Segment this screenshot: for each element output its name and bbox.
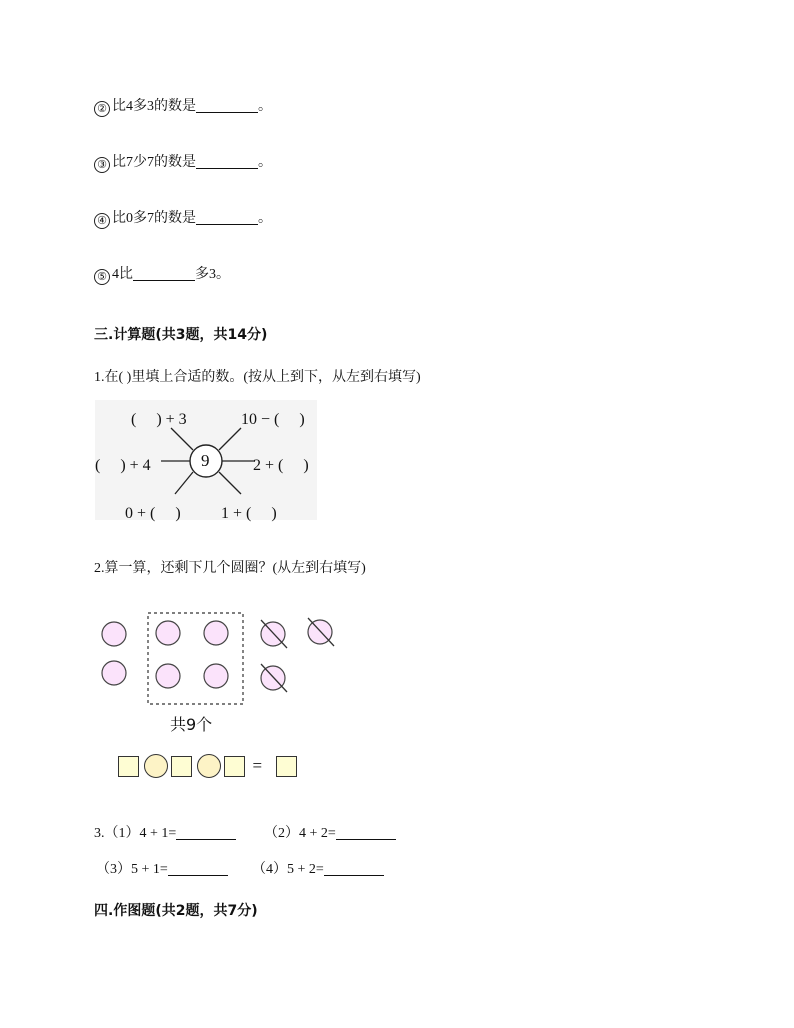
item-text: 比7少7的数是 (112, 155, 196, 170)
item-end: 。 (258, 99, 272, 114)
answer-blank[interactable] (196, 154, 258, 169)
answer-blank[interactable] (168, 861, 228, 876)
answer-blank[interactable] (196, 210, 258, 225)
item-number: ③ (94, 157, 110, 173)
item-text: 4比 (112, 267, 133, 282)
item-end: 。 (258, 155, 272, 170)
fill-item-5 (94, 263, 230, 285)
equals-sign: = (252, 756, 263, 775)
q3-item-4 (252, 858, 384, 878)
answer-square[interactable] (276, 756, 297, 777)
operator-circle[interactable] (144, 754, 168, 778)
sun-center-number: 9 (201, 451, 210, 470)
answer-blank[interactable] (336, 825, 396, 840)
q3-item-number: （4） (252, 862, 287, 877)
q3-item-2 (264, 822, 396, 842)
q3-expression: 5 + 2= (287, 862, 324, 877)
answer-blank[interactable] (196, 98, 258, 113)
item-number: ④ (94, 213, 110, 229)
q2-prompt: 2.算一算，还剩下几个圆圈？(从左到右填写) (94, 561, 366, 576)
answer-square[interactable] (118, 756, 139, 777)
sun-bottom-right: 1 + ( ) (221, 505, 277, 522)
fill-item-4 (94, 207, 272, 229)
answer-blank[interactable] (324, 861, 384, 876)
q3-expression: 5 + 1= (131, 862, 168, 877)
sun-left: ( ) + 4 (95, 457, 151, 474)
sun-diagram (95, 400, 317, 520)
answer-square[interactable] (224, 756, 245, 777)
q3-item-number: （2） (264, 826, 299, 841)
q1-prompt: 1.在( )里填上合适的数。(按从上到下，从左到右填写) (94, 370, 421, 385)
item-number: ② (94, 101, 110, 117)
q3-label: 3. (94, 826, 105, 841)
q3-item-3 (96, 858, 228, 878)
circles-figure (95, 608, 345, 708)
circles-caption: 共9个 (170, 715, 213, 734)
fill-item-3 (94, 151, 272, 173)
q3-item-number: （1） (104, 826, 140, 841)
item-text: 比0多7的数是 (112, 211, 196, 226)
item-text: 比4多3的数是 (112, 99, 196, 114)
sun-top-right: 10 − ( ) (241, 411, 305, 428)
answer-blank[interactable] (176, 825, 236, 840)
q3-row-1 (94, 822, 236, 842)
item-number: ⑤ (94, 269, 110, 285)
q3-expression: 4 + 2= (299, 826, 336, 841)
sun-bottom-left: 0 + ( ) (125, 505, 181, 522)
fill-item-2 (94, 95, 272, 117)
item-end: 多3。 (195, 267, 230, 282)
q3-item-number: （3） (96, 862, 131, 877)
answer-square[interactable] (171, 756, 192, 777)
sun-right: 2 + ( ) (253, 457, 309, 474)
item-end: 。 (258, 211, 272, 226)
operator-circle[interactable] (197, 754, 221, 778)
answer-blank[interactable] (133, 266, 195, 281)
equation-row (118, 754, 297, 780)
sun-top-left: ( ) + 3 (131, 411, 187, 428)
section-3-title: 三.计算题(共3题，共14分) (94, 327, 268, 343)
q3-expression: 4 + 1= (139, 826, 177, 841)
section-4-title: 四.作图题(共2题，共7分) (94, 903, 258, 919)
